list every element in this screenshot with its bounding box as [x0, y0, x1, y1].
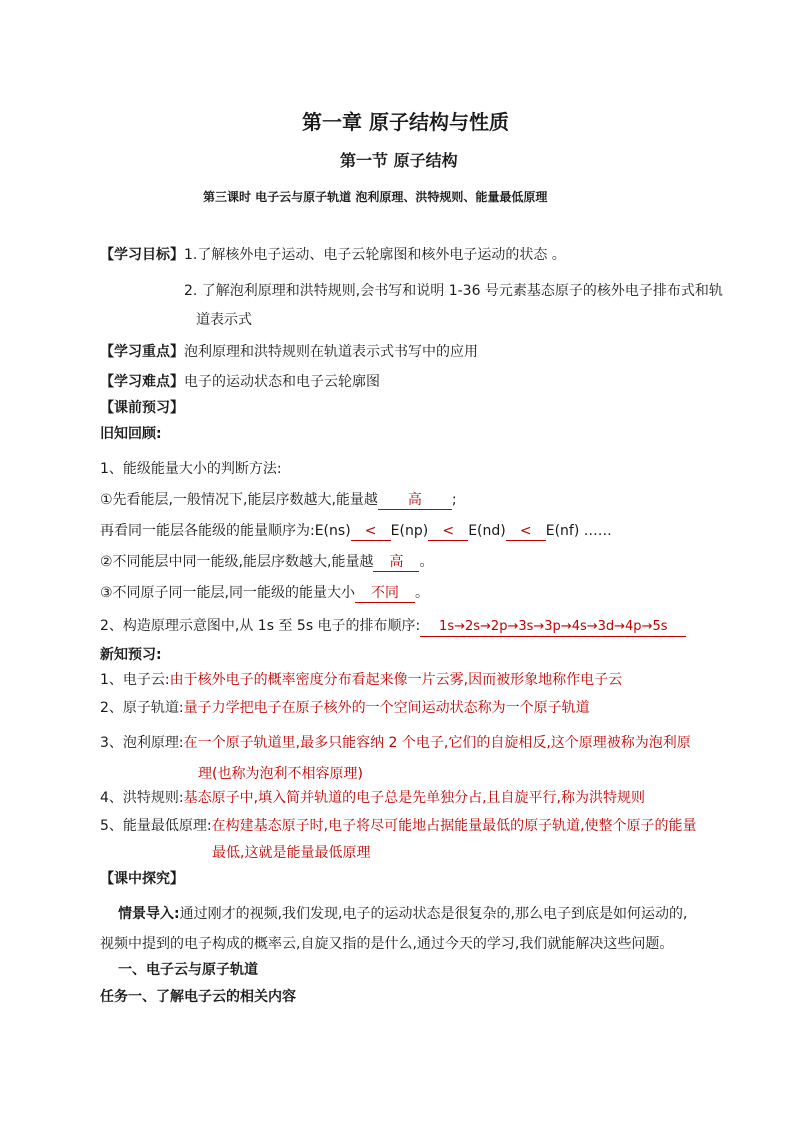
objectives-line-1: [100, 246, 566, 264]
answer-2: 1s→2s→2p→3s→3p→4s→3d→4p→5s: [420, 618, 686, 637]
answer-1d: 不同: [355, 584, 415, 603]
answer-1a: 高: [378, 491, 452, 510]
section-title: 第一节 原子结构: [340, 151, 458, 170]
knowledge-5-label: 5、能量最低原理:: [100, 818, 212, 834]
answer-1b-2: <: [428, 522, 468, 541]
knowledge-4-label: 4、洪特规则:: [100, 790, 184, 806]
question-1c-text: ②不同能层中同一能级,能层序数越大,能量越: [100, 554, 374, 570]
question-1b-nf: E(nf) ……: [545, 523, 612, 539]
objective-item-2b: 道表示式: [196, 312, 252, 328]
task-heading-1: 任务一、了解电子云的相关内容: [100, 989, 296, 1005]
question-1a: [100, 491, 457, 510]
knowledge-3-label: 3、泡利原理:: [100, 735, 184, 751]
difficulties-text: 电子的运动状态和电子云轮廓图: [184, 374, 380, 390]
answer-1c: 高: [373, 553, 419, 572]
key-points-text: 泡利原理和洪特规则在轨道表示式书写中的应用: [184, 344, 478, 360]
question-1a-end: ;: [451, 492, 457, 508]
intro-line-2: 视频中提到的电子构成的概率云,自旋又指的是什么,通过今天的学习,我们就能解决这些问题。: [100, 936, 674, 952]
chapter-title: 第一章 原子结构与性质: [302, 110, 509, 134]
knowledge-5-text: 在构建基态原子时,电子将尽可能地占据能量最低的原子轨道,使整个原子的能量: [211, 818, 697, 834]
question-1a-text: ①先看能层,一般情况下,能层序数越大,能量越: [100, 492, 378, 508]
question-1b-np: E(np): [390, 523, 429, 539]
question-1b-nd: E(nd): [468, 523, 506, 539]
section-heading-1: 一、电子云与原子轨道: [118, 962, 258, 978]
question-1c-end: 。: [419, 554, 434, 570]
question-2: [100, 617, 686, 637]
preview-label: 【课前预习】: [100, 400, 184, 416]
difficulties-label: 【学习难点】: [100, 374, 184, 390]
question-1d: [100, 584, 429, 603]
objective-item-1: 1.了解核外电子运动、电子云轮廓图和核外电子运动的状态 。: [184, 247, 566, 263]
knowledge-2: [100, 699, 590, 717]
question-1b: [100, 522, 612, 541]
question-1c: [100, 553, 433, 572]
knowledge-1-text: 由于核外电子的概率密度分布看起来像一片云雾,因而被形象地称作电子云: [169, 672, 623, 688]
review-label: 旧知回顾:: [100, 426, 162, 442]
knowledge-3: [100, 734, 691, 752]
knowledge-4: [100, 789, 645, 807]
intro-label: 情景导入:: [118, 906, 180, 922]
key-points-line: [100, 343, 478, 361]
knowledge-2-text: 量子力学把电子在原子核外的一个空间运动状态称为一个原子轨道: [183, 700, 590, 716]
objective-item-2a: 2. 了解泡利原理和洪特规则,会书写和说明 1-36 号元素基态原子的核外电子排布式和轨: [184, 283, 723, 299]
knowledge-5: [100, 817, 697, 835]
knowledge-1-label: 1、电子云:: [100, 672, 170, 688]
question-1b-text: 再看同一能层各能级的能量顺序为:E(ns): [100, 523, 351, 539]
intro-text: 通过刚才的视频,我们发现,电子的运动状态是很复杂的,那么电子到底是如何运动的,: [179, 906, 688, 922]
knowledge-2-label: 2、原子轨道:: [100, 700, 184, 716]
new-knowledge-label: 新知预习:: [100, 647, 162, 663]
knowledge-5-text-cont: 最低,这就是能量最低原理: [212, 845, 371, 861]
inquiry-label: 【课中探究】: [100, 871, 184, 887]
knowledge-1: [100, 671, 622, 689]
question-1: 1、能级能量大小的判断方法:: [100, 461, 282, 477]
answer-1b-1: <: [351, 522, 391, 541]
intro-line-1: [118, 905, 687, 923]
answer-1b-3: <: [506, 522, 546, 541]
key-points-label: 【学习重点】: [100, 344, 184, 360]
lesson-title: 第三课时 电子云与原子轨道 泡利原理、洪特规则、能量最低原理: [203, 190, 548, 204]
knowledge-3-text: 在一个原子轨道里,最多只能容纳 2 个电子,它们的自旋相反,这个原理被称为泡利原: [183, 735, 691, 751]
question-1d-end: 。: [415, 585, 429, 601]
difficulties-line: [100, 373, 380, 391]
question-2-text: 2、构造原理示意图中,从 1s 至 5s 电子的排布顺序:: [100, 618, 421, 634]
knowledge-4-text: 基态原子中,填入简并轨道的电子总是先单独分占,且自旋平行,称为洪特规则: [183, 790, 645, 806]
knowledge-3-text-cont: 理(也称为泡利不相容原理): [198, 766, 363, 782]
objectives-label: 【学习目标】: [100, 247, 184, 263]
question-1d-text: ③不同原子同一能层,同一能级的能量大小: [100, 585, 355, 601]
